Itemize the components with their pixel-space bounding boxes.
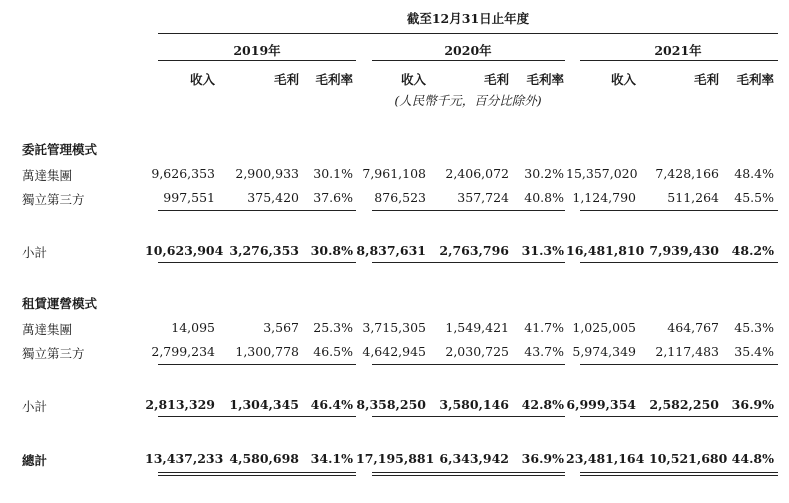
year-rule-2021	[580, 60, 778, 61]
row-label: 獨立第三方	[22, 346, 85, 361]
col-margin-2019: 毛利率	[315, 72, 353, 87]
header-rule	[158, 33, 778, 34]
cell: 9,626,353	[151, 166, 215, 181]
cell: 44.8%	[731, 451, 774, 466]
cell: 48.4%	[734, 166, 774, 181]
cell: 2,406,072	[445, 166, 509, 181]
cell: 30.2%	[524, 166, 564, 181]
cell: 42.8%	[521, 397, 564, 412]
cell: 16,481,810	[566, 243, 645, 258]
cell: 7,939,430	[649, 243, 719, 258]
cell: 23,481,164	[566, 451, 645, 466]
cell: 375,420	[247, 190, 299, 205]
cell: 2,813,329	[145, 397, 215, 412]
cell: 8,358,250	[356, 397, 426, 412]
cell: 40.8%	[524, 190, 564, 205]
cell: 3,580,146	[439, 397, 509, 412]
rule	[158, 210, 356, 211]
rule	[372, 416, 565, 417]
cell: 7,961,108	[362, 166, 426, 181]
cell: 31.3%	[521, 243, 564, 258]
double-rule-top	[580, 472, 778, 473]
double-rule-bottom	[580, 475, 778, 476]
unit-note: (人民幣千元，百分比除外)	[394, 93, 542, 108]
cell: 5,974,349	[572, 344, 636, 359]
cell: 4,642,945	[362, 344, 426, 359]
cell: 13,437,233	[145, 451, 224, 466]
cell: 2,582,250	[649, 397, 719, 412]
cell: 36.9%	[521, 451, 564, 466]
period-title: 截至12月31日止年度	[406, 11, 530, 26]
cell: 2,799,234	[151, 344, 215, 359]
cell: 357,724	[457, 190, 509, 205]
cell: 41.7%	[524, 320, 564, 335]
subtotal-label: 小計	[22, 245, 48, 260]
cell: 2,117,483	[655, 344, 719, 359]
cell: 34.1%	[310, 451, 353, 466]
rule	[158, 262, 356, 263]
cell: 43.7%	[524, 344, 564, 359]
double-rule-top	[372, 472, 565, 473]
subtotal-label: 小計	[22, 399, 48, 414]
rule	[580, 416, 778, 417]
cell: 1,300,778	[235, 344, 299, 359]
cell: 25.3%	[313, 320, 353, 335]
cell: 2,900,933	[235, 166, 299, 181]
col-gross-profit-2021: 毛利	[693, 72, 719, 87]
cell: 37.6%	[313, 190, 353, 205]
cell: 511,264	[667, 190, 719, 205]
total-label: 總計	[22, 453, 48, 468]
rule	[372, 262, 565, 263]
cell: 10,623,904	[145, 243, 224, 258]
double-rule-bottom	[372, 475, 565, 476]
double-rule-bottom	[158, 475, 356, 476]
cell: 1,304,345	[229, 397, 299, 412]
year-2019: 2019年	[233, 43, 281, 58]
cell: 3,276,353	[229, 243, 299, 258]
cell: 1,124,790	[572, 190, 636, 205]
section-title-entrusted: 委託管理模式	[22, 142, 98, 157]
cell: 2,763,796	[439, 243, 509, 258]
rule	[372, 364, 565, 365]
row-label: 萬達集團	[22, 168, 73, 183]
cell: 15,357,020	[566, 166, 638, 181]
cell: 876,523	[374, 190, 426, 205]
cell: 30.8%	[310, 243, 353, 258]
cell: 14,095	[171, 320, 215, 335]
cell: 36.9%	[731, 397, 774, 412]
year-rule-2019	[158, 60, 356, 61]
col-margin-2020: 毛利率	[526, 72, 564, 87]
rule	[372, 210, 565, 211]
rule	[158, 364, 356, 365]
cell: 1,025,005	[572, 320, 636, 335]
col-gross-profit-2019: 毛利	[273, 72, 299, 87]
cell: 3,567	[263, 320, 299, 335]
cell: 45.3%	[734, 320, 774, 335]
cell: 17,195,881	[356, 451, 435, 466]
cell: 8,837,631	[356, 243, 426, 258]
row-label: 萬達集團	[22, 322, 73, 337]
col-gross-profit-2020: 毛利	[483, 72, 509, 87]
cell: 35.4%	[734, 344, 774, 359]
cell: 30.1%	[313, 166, 353, 181]
cell: 2,030,725	[445, 344, 509, 359]
cell: 1,549,421	[445, 320, 509, 335]
rule	[580, 262, 778, 263]
cell: 6,343,942	[439, 451, 509, 466]
cell: 46.5%	[313, 344, 353, 359]
cell: 464,767	[667, 320, 719, 335]
col-revenue-2019: 收入	[189, 72, 215, 87]
cell: 4,580,698	[229, 451, 299, 466]
col-revenue-2020: 收入	[400, 72, 426, 87]
col-revenue-2021: 收入	[610, 72, 636, 87]
cell: 6,999,354	[566, 397, 636, 412]
cell: 10,521,680	[649, 451, 728, 466]
row-label: 獨立第三方	[22, 192, 85, 207]
section-title-leasing: 租賃運營模式	[22, 296, 98, 311]
cell: 45.5%	[734, 190, 774, 205]
cell: 7,428,166	[655, 166, 719, 181]
year-rule-2020	[372, 60, 565, 61]
double-rule-top	[158, 472, 356, 473]
year-2020: 2020年	[444, 43, 492, 58]
year-2021: 2021年	[654, 43, 702, 58]
cell: 3,715,305	[362, 320, 426, 335]
rule	[580, 210, 778, 211]
col-margin-2021: 毛利率	[736, 72, 774, 87]
rule	[580, 364, 778, 365]
cell: 46.4%	[310, 397, 353, 412]
cell: 48.2%	[731, 243, 774, 258]
cell: 997,551	[163, 190, 215, 205]
rule	[158, 416, 356, 417]
